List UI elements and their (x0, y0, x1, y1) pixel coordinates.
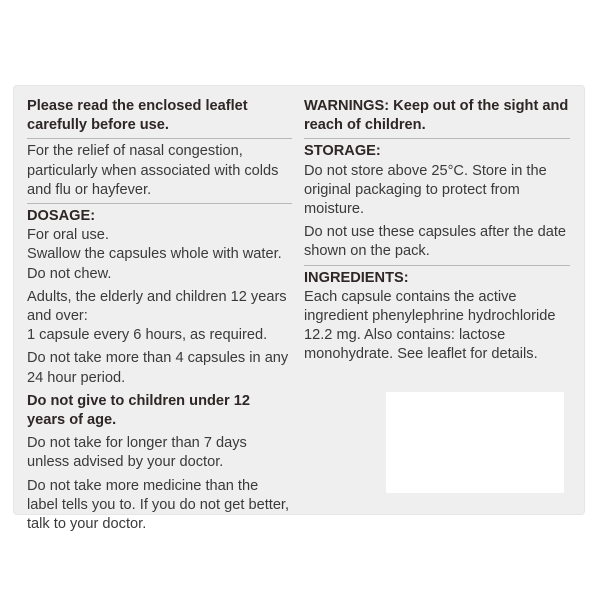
adults-text: Adults, the elderly and children 12 years and over: (27, 288, 287, 325)
ingredients-text: Each capsule contains the active ingredient phenylephrine hydrochloride 12.2 mg. Also contains: lactose monohydrate. See leaflet for details. (304, 288, 556, 363)
batch-expiry-box (386, 392, 564, 493)
right-column (304, 97, 570, 365)
expiry-text: Do not use these capsules after the date shown on the pack. (304, 224, 567, 260)
duration-text: Do not take for longer than 7 days unless advised by your doctor. (27, 435, 247, 471)
left-column (27, 97, 292, 534)
storage-heading: STORAGE: (304, 143, 381, 160)
intro-heading: Please read the enclosed leaflet carefully before use. (27, 98, 248, 134)
dosage-heading: DOSAGE: (27, 208, 96, 225)
max-dose-text: Do not take more than 4 capsules in any 24 hour period. (27, 350, 289, 386)
label-advice-text: Do not take more medicine than the label tells you to. If you do not get better, talk to your doctor. (27, 477, 290, 533)
divider (27, 138, 292, 139)
divider (304, 265, 570, 266)
swallow-text: Swallow the capsules whole with water. Do not chew. (27, 246, 282, 282)
indication-text: For the relief of nasal congestion, particularly when associated with colds and flu or hayfever. (27, 143, 279, 198)
children-warning: Do not give to children under 12 years of age. (27, 392, 250, 429)
storage-text: Do not store above 25°C. Store in the original packaging to protect from moisture. (304, 162, 547, 218)
oral-use-text: For oral use. (27, 227, 109, 244)
dose-text: 1 capsule every 6 hours, as required. (27, 327, 268, 344)
ingredients-heading: INGREDIENTS: (304, 269, 409, 286)
warnings-heading: WARNINGS: Keep out of the sight and reach of children. (304, 98, 569, 134)
divider (27, 203, 292, 204)
divider (304, 138, 570, 139)
